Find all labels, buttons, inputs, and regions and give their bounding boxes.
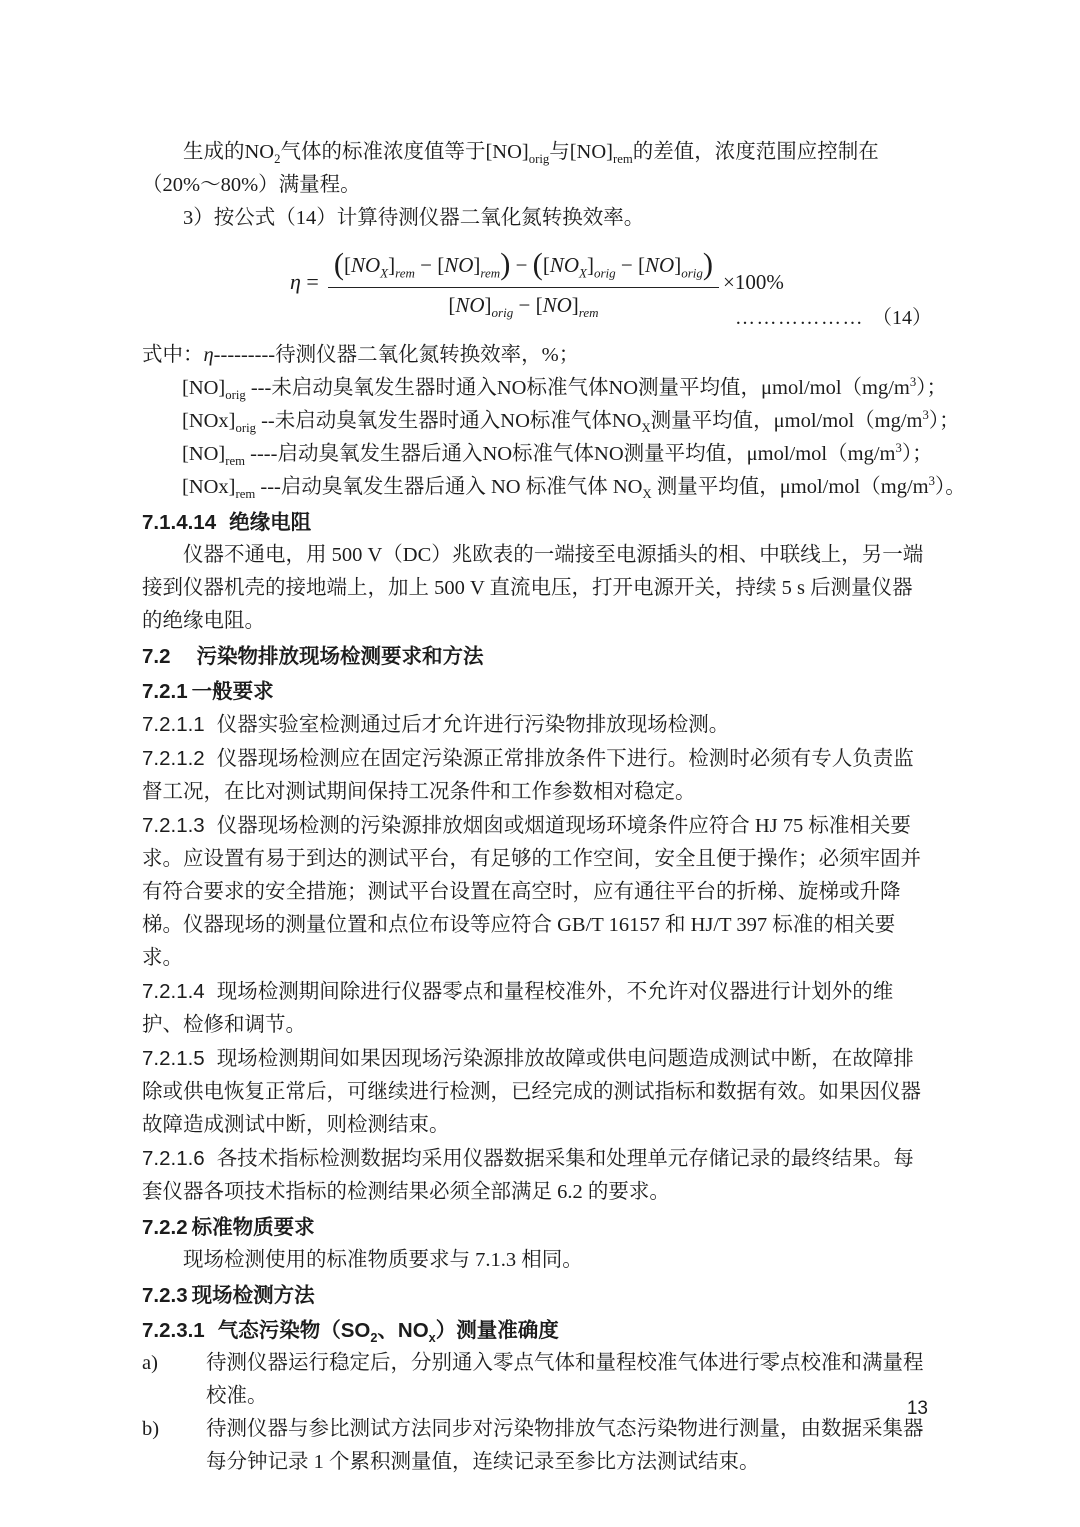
- page-number: 13: [906, 1398, 928, 1419]
- clause-number: 7.2.1.5: [142, 1047, 205, 1071]
- paragraph-7-2-1-3: [142, 809, 932, 975]
- section-number: 7.2: [142, 645, 171, 669]
- clause-text: 仪器现场检测应在固定污染源正常排放条件下进行。检测时必须有专人负责监督工况，在比对测试期间保持工况条件和工作参数相对稳定。: [142, 748, 914, 804]
- paragraph-7-2-1-2: [142, 742, 932, 809]
- section-title: 气态污染物（$SO_2$、$NO_x$）测量准确度: [217, 1319, 559, 1346]
- definition-no-rem: $[NO]_{rem}$ ----启动臭氧发生器后通入NO标准气体NO测量平均值，μmol/$mol(mg/m^3)$；: [182, 441, 933, 469]
- equation-number: （14）: [872, 307, 932, 330]
- paragraph-7-2-1-1: [142, 708, 932, 742]
- section-title: 现场检测方法: [191, 1284, 315, 1308]
- section-title: 标准物质要求: [191, 1216, 315, 1240]
- section-heading-7-2: [142, 640, 932, 673]
- list-text: 待测仪器运行稳定后，分别通入零点气体和量程校准气体进行零点校准和满量程校准。: [206, 1352, 924, 1408]
- equation-dot-leader: ………………: [735, 307, 864, 330]
- clause-number: 7.2.1.4: [142, 980, 205, 1004]
- paragraph-7-2-1-5: [142, 1042, 932, 1142]
- definition-nox-rem: $[NOx]_{rem}$ ---启动臭氧发生器后通入 NO 标准气体 $NO_X$ 测量平均值，μmol/$mol(mg/m^3)$。: [182, 474, 966, 502]
- list-item-b: [142, 1413, 932, 1479]
- section-heading-7-2-2: [142, 1211, 932, 1244]
- equation-fraction: [328, 245, 719, 321]
- section-heading-7-2-1: [142, 675, 932, 708]
- definition-nox-orig: $[NOx]_{orig}$ --未启动臭氧发生器时通入NO标准气体$NO_X$测量平均值，μmol/$mol(mg/m^3)$；: [182, 408, 960, 436]
- equation-14: [290, 245, 932, 335]
- clause-text: 仪器现场检测的污染源排放烟囱或烟道现场环境条件应符合 HJ 75 标准相关要求。应设置有易于到达的测试平台，有足够的工作空间，安全且便于操作；必须牢固并有符合要求的安全措施；测试平台设置在高空时，应有通往平台的折梯、旋梯或升降梯。仪器现场的测量位置和点位布设等应符合 GB/T 16157 和 HJ/T 397 标准的相关要求。: [142, 815, 921, 970]
- section-number: 7.2.3: [142, 1284, 188, 1308]
- clause-number: 7.2.1.6: [142, 1147, 205, 1171]
- clause-text: 现场检测期间除进行仪器零点和量程校准外，不允许对仪器进行计划外的维护、检修和调节。: [142, 981, 894, 1037]
- clause-number: 7.2.1.2: [142, 747, 205, 771]
- clause-text: 仪器实验室检测通过后才允许进行污染物排放现场检测。: [216, 714, 730, 737]
- equation-numerator: $([NO_X]_{rem} - [NO]_{rem}) - ([NO_X]_{orig} - [NO]_{orig})$: [328, 245, 719, 288]
- clause-number: 7.2.1.1: [142, 713, 205, 737]
- list-marker: b): [142, 1418, 160, 1441]
- where-clause: 式中：η---------待测仪器二氧化氮转换效率，%；: [142, 344, 580, 367]
- list-marker: a): [142, 1352, 158, 1375]
- definition-no-orig: $[NO]_{orig}$ ---未启动臭氧发生器时通入NO标准气体NO测量平均值，μmol/$mol(mg/m^3)$；: [182, 375, 947, 403]
- clause-number: 7.2.1.3: [142, 814, 205, 838]
- section-title: 一般要求: [191, 680, 274, 704]
- section-number: 7.2.3.1: [142, 1319, 205, 1343]
- section-heading-7-2-3: [142, 1279, 932, 1312]
- section-heading-7-2-3-1: [142, 1314, 932, 1347]
- list-item-a: [142, 1347, 932, 1413]
- section-title: 绝缘电阻: [229, 511, 312, 535]
- paragraph-7-2-1-4: [142, 975, 932, 1042]
- list-text: 待测仪器与参比测试方法同步对污染物排放气态污染物进行测量，由数据采集器每分钟记录 1 个累积测量值，连续记录至参比方法测试结束。: [206, 1418, 924, 1474]
- paragraph-7-2-1-6: [142, 1142, 932, 1209]
- section-title: 污染物排放现场检测要求和方法: [196, 645, 484, 669]
- clause-text: 现场检测期间如果因现场污染源排放故障或供电问题造成测试中断，在故障排除或供电恢复正常后，可继续进行检测，已经完成的测试指标和数据有效。如果因仪器故障造成测试中断，则检测结束。: [142, 1048, 921, 1137]
- equation-denominator: $[NO]_{orig} - [NO]_{rem}$: [448, 293, 599, 321]
- section-number: 7.2.2: [142, 1216, 188, 1240]
- equation-multiplier: ×100%: [723, 269, 784, 294]
- section-number: 7.1.4.14: [142, 511, 217, 535]
- standard-material-paragraph: 现场检测使用的标准物质要求与 7.1.3 相同。: [183, 1249, 583, 1272]
- section-heading-7-1-4-14: [142, 506, 932, 539]
- intro-paragraph: 生成的$NO_2$气体的标准浓度值等于$[NO]_{orig}$与$[NO]_{rem}$的差值，浓度范围应控制在（20%～80%）满量程。: [142, 141, 879, 196]
- clause-text: 各技术指标检测数据均采用仪器数据采集和处理单元存储记录的最终结果。每套仪器各项技术指标的检测结果必须全部满足 6.2 的要求。: [142, 1148, 914, 1204]
- insulation-paragraph: 仪器不通电，用 500 V（DC）兆欧表的一端接至电源插头的相、中联线上，另一端接到仪器机壳的接地端上，加上 500 V 直流电压，打开电源开关，持续 5 s 后测量仪器的绝缘电阻。: [142, 544, 924, 633]
- section-number: 7.2.1: [142, 680, 188, 704]
- equation-lhs: η =: [290, 268, 319, 294]
- step-3-paragraph: 3）按公式（14）计算待测仪器二氧化氮转换效率。: [183, 207, 645, 229]
